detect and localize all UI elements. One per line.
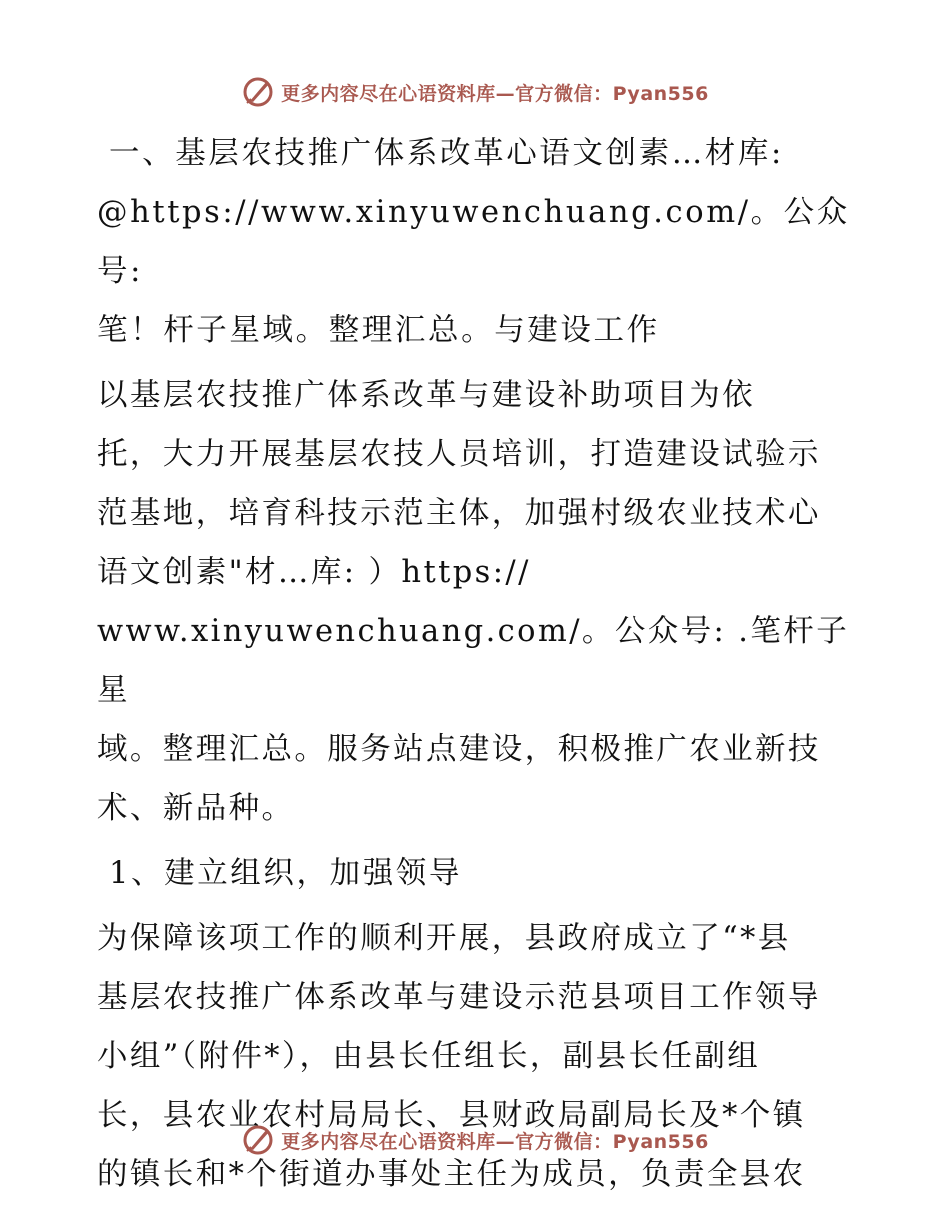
banner-text: 更多内容尽在心语资料库—官方微信：Pyan556 <box>281 1130 709 1153</box>
para2-line-5: 的镇长和*个街道办事处主任为成员，负责全县农 <box>97 1157 806 1192</box>
para2-line-3: 小组”（附件*），由县长任组长，副县长任副组 <box>97 1039 761 1074</box>
header-banner <box>0 72 950 112</box>
quill-circle-logo-icon <box>241 75 275 109</box>
paragraph-1 <box>97 366 867 838</box>
footer-banner <box>0 1120 950 1160</box>
sub-heading-text: 1、建立组织，加强领导 <box>109 856 463 891</box>
para1-line-5: www.xinyuwenchuang.com/。公众号: .笔杆子星 <box>97 614 850 708</box>
para2-line-2: 基层农技推广体系改革与建设示范县项目工作领导 <box>97 980 821 1015</box>
para1-line-7: 术、新品种。 <box>97 791 295 826</box>
banner-inner <box>241 75 709 109</box>
sub-heading <box>97 844 867 903</box>
banner-inner <box>241 1123 709 1157</box>
para1-line-2: 托，大力开展基层农技人员培训，打造建设试验示 <box>97 437 821 472</box>
para1-line-3: 范基地，培育科技示范主体，加强村级农业技术心 <box>97 496 821 531</box>
para2-line-1: 为保障该项工作的顺利开展，县政府成立了“*县 <box>97 921 791 956</box>
document-body <box>97 124 867 1204</box>
section-heading <box>97 124 867 360</box>
para1-line-1: 以基层农技推广体系改革与建设补助项目为依 <box>97 378 755 413</box>
heading-line-2: @https://www.xinyuwenchuang.com/。公众号: <box>97 195 850 289</box>
banner-text: 更多内容尽在心语资料库—官方微信：Pyan556 <box>281 82 709 105</box>
para1-line-6: 域。整理汇总。服务站点建设，积极推广农业新技 <box>97 732 821 767</box>
para2-line-4: 长，县农业农村局局长、县财政局副局长及*个镇 <box>97 1098 806 1133</box>
para1-line-4: 语文创素"材…库: ）https:// <box>97 555 531 590</box>
heading-line-3: 笔！杆子星域。整理汇总。与建设工作 <box>97 313 660 348</box>
heading-line-1: 一、基层农技推广体系改革心语文创素…材库: <box>109 136 784 171</box>
quill-circle-logo-icon <box>241 1123 275 1157</box>
